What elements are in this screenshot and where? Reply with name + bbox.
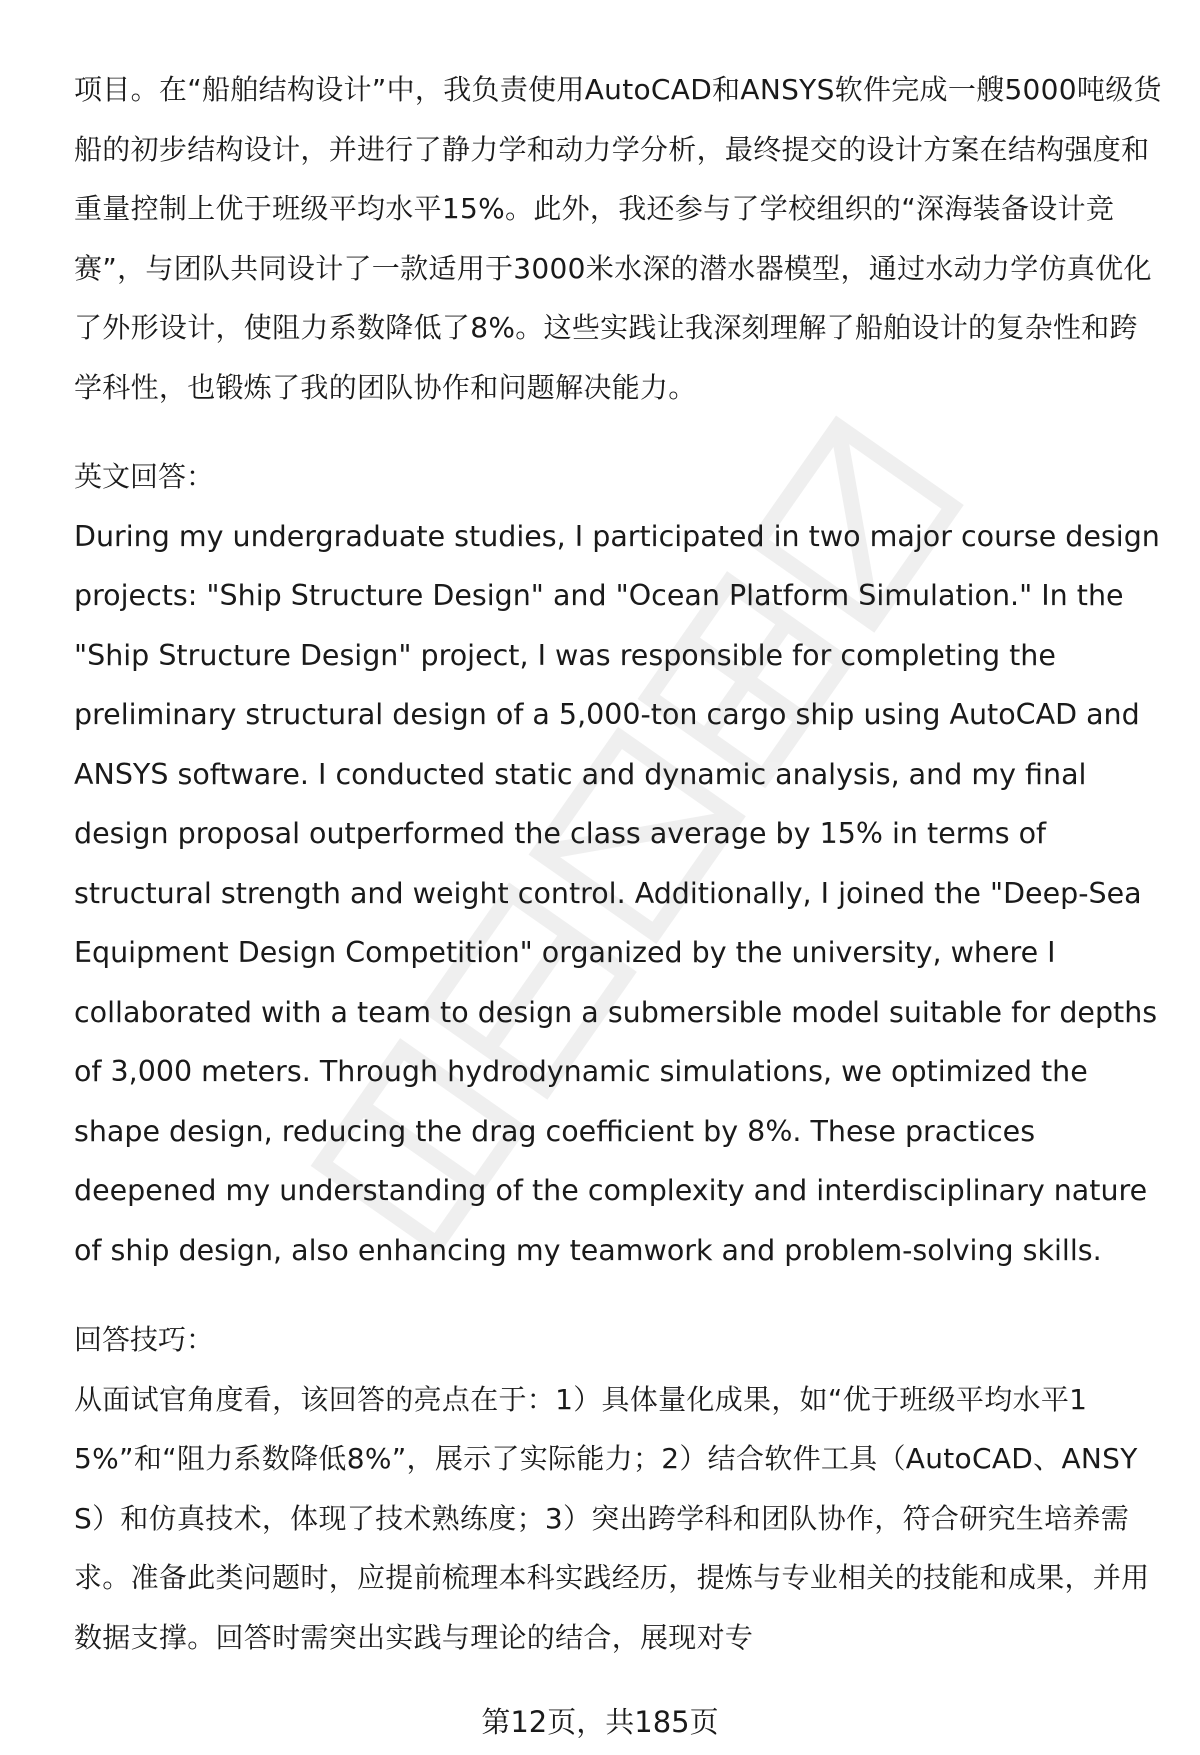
page-content: [74, 60, 1162, 1667]
answer-tips-paragraph: 从面试官角度看，该回答的亮点在于：1）具体量化成果，如“优于班级平均水平15%”和“阻力系数降低8%”，展示了实际能力；2）结合软件工具（AutoCAD、ANSYS）和仿真技术，体现了技术熟练度；3）突出跨学科和团队协作，符合研究生培养需求。准备此类问题时，应提前梳理本科实践经历，提炼与专业相关的技能和成果，并用数据支撑。回答时需突出实践与理论的结合，展现对专: [74, 1382, 1150, 1654]
page-number-footer: 第12页，共185页: [481, 1705, 719, 1739]
answer-tips-heading: 回答技巧：: [74, 1323, 215, 1356]
english-answer-heading: 英文回答：: [74, 460, 215, 493]
english-answer-paragraph: During my undergraduate studies, I participated in two major course design projects: "Ship Structure Design" and "Ocean Platform Simulation." In the "Ship Structure Design" project, I was responsible for completing the preliminary structural design of a 5,000-ton cargo ship using AutoCAD and ANSYS software. I conducted static and dynamic analysis, and my final design proposal outperformed the class average by 15% in terms of structural strength and weight control. Additionally, I joined the "Deep-Sea Equipment Design Competition" organized by the university, where I collaborated with a team to design a submersible model suitable for depths of 3,000 meters. Through hydrodynamic simulations, we optimized the shape design, reducing the drag coefficient by 8%. These practices deepened my understanding of the complexity and interdisciplinary nature of ship design, also enhancing my teamwork and problem-solving skills.: [74, 519, 1160, 1267]
chinese-answer-paragraph: 项目。在“船舶结构设计”中，我负责使用AutoCAD和ANSYS软件完成一艘5000吨级货船的初步结构设计，并进行了静力学和动力学分析，最终提交的设计方案在结构强度和重量控制上优于班级平均水平15%。此外，我还参与了学校组织的“深海装备设计竞赛”，与团队共同设计了一款适用于3000米水深的潜水器模型，通过水动力学仿真优化了外形设计，使阻力系数降低了8%。这些实践让我深刻理解了船舶设计的复杂性和跨学科性，也锻炼了我的团队协作和问题解决能力。: [74, 73, 1162, 404]
